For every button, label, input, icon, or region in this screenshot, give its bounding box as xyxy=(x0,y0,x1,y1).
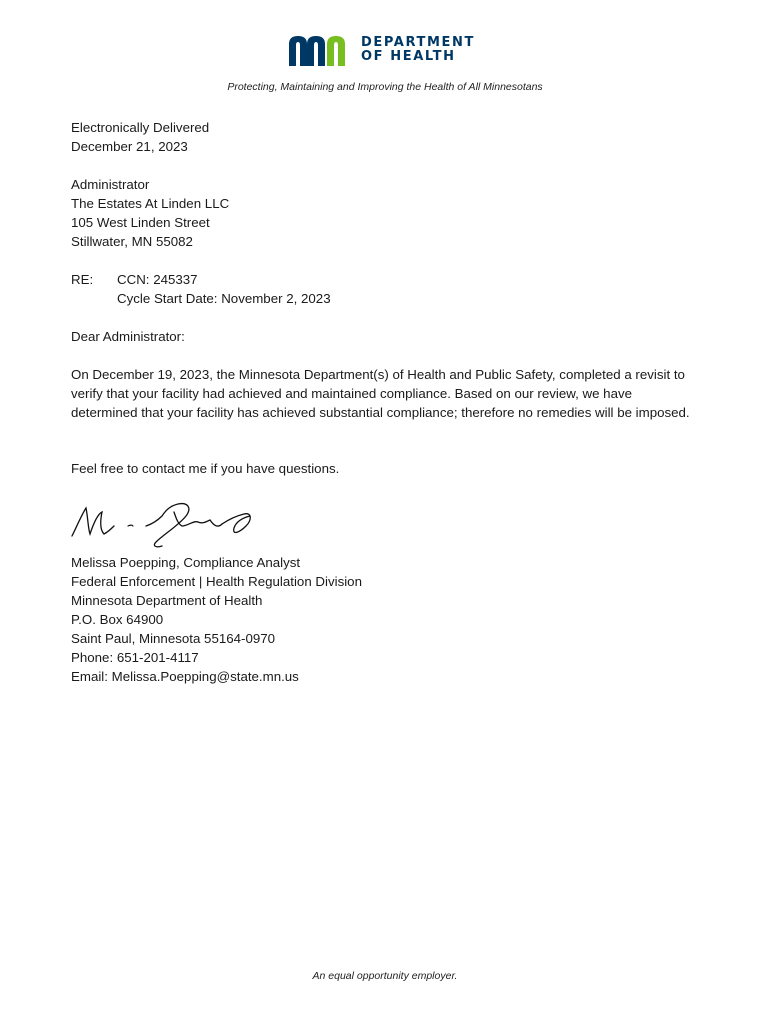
signer-phone: Phone: 651-201-4117 xyxy=(71,650,199,665)
re-label: RE: xyxy=(71,272,94,287)
signer-email: Email: Melissa.Poepping@state.mn.us xyxy=(71,669,299,684)
recipient-street: 105 West Linden Street xyxy=(71,215,210,230)
footer-text: An equal opportunity employer. xyxy=(312,970,458,982)
letter-date: December 21, 2023 xyxy=(71,139,188,154)
recipient-title: Administrator xyxy=(71,177,150,192)
mn-logo-icon xyxy=(289,34,355,66)
logo-text-line2: OF HEALTH xyxy=(361,49,456,64)
logo-text-line1: DEPARTMENT xyxy=(361,35,475,50)
recipient-city: Stillwater, MN 55082 xyxy=(71,234,193,249)
handwritten-signature xyxy=(66,498,266,559)
signer-division: Federal Enforcement | Health Regulation Division xyxy=(71,574,362,589)
re-ccn: CCN: 245337 xyxy=(117,272,198,287)
tagline: Protecting, Maintaining and Improving the Health of All Minnesotans xyxy=(227,81,543,93)
signer-po-box: P.O. Box 64900 xyxy=(71,612,164,627)
body-paragraph: On December 19, 2023, the Minnesota Department(s) of Health and Public Safety, completed a revisit to verify that your facility had achieved and maintained compliance. Based on our review, we have determined that your facility has achieved substantial compliance; therefore no remedies will be imposed. xyxy=(71,367,690,420)
signer-city: Saint Paul, Minnesota 55164-0970 xyxy=(71,631,276,646)
closing-paragraph: Feel free to contact me if you have questions. xyxy=(71,461,340,476)
mdh-logo xyxy=(289,34,489,66)
signer-name-title: Melissa Poepping, Compliance Analyst xyxy=(71,555,301,570)
recipient-facility: The Estates At Linden LLC xyxy=(71,196,230,211)
signer-department: Minnesota Department of Health xyxy=(71,593,263,608)
re-cycle-date: Cycle Start Date: November 2, 2023 xyxy=(117,291,331,306)
salutation: Dear Administrator: xyxy=(71,329,185,344)
delivery-method: Electronically Delivered xyxy=(71,120,210,135)
